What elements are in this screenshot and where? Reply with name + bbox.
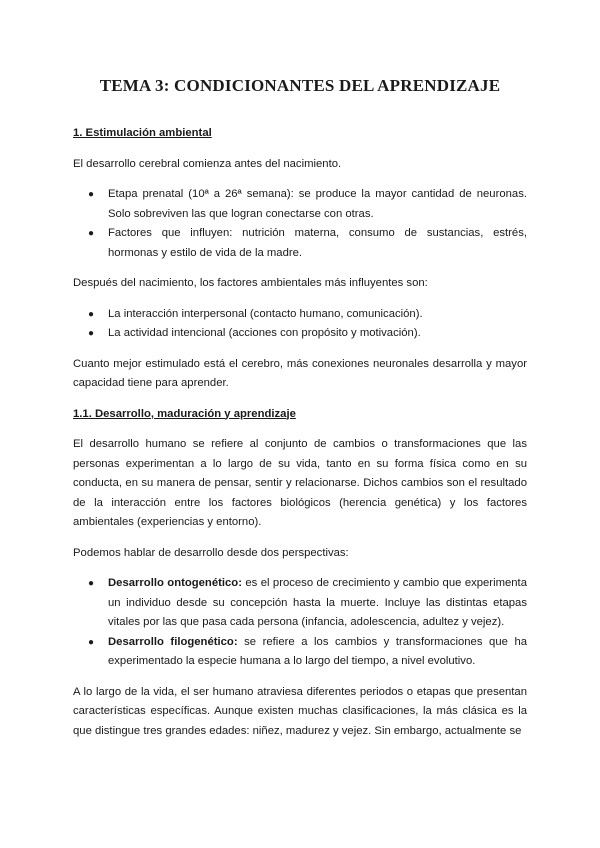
list-item xyxy=(73,305,527,325)
bullet-icon: ● xyxy=(88,228,95,239)
page-title: TEMA 3: CONDICIONANTES DEL APRENDIZAJE xyxy=(99,76,501,95)
bullet-icon: ● xyxy=(88,578,95,589)
paragraph: El desarrollo cerebral comienza antes del nacimiento. xyxy=(73,157,342,170)
term: Desarrollo ontogenético: xyxy=(108,577,242,589)
bullet-list-prenatal xyxy=(73,185,527,263)
bullet-icon: ● xyxy=(88,328,95,339)
paragraph: Cuanto mejor estimulado está el cerebro, más conexiones neuronales desarrolla y mayor capacidad tiene para aprender. xyxy=(73,357,527,389)
paragraph: El desarrollo humano se refiere al conjunto de cambios o transformaciones que las personas experimentan a lo largo de su vida, tanto en su forma física como en su conducta, en su manera de pensar, sentir y relacionarse. Dichos cambios son el resultado de la interacción entre los factores biológicos (herencia genética) y los factores ambientales (experiencias y entorno). xyxy=(73,438,527,528)
list-item xyxy=(73,574,527,633)
document-body xyxy=(73,124,527,752)
bullet-icon: ● xyxy=(88,636,95,648)
section-heading-estimulacion: 1. Estimulación ambiental xyxy=(73,127,212,139)
list-item xyxy=(73,224,527,263)
term-definition: se refiere a los cambios y transformaciones que ha experimentado la especie humana a lo largo del tiempo, a nivel evolutivo. xyxy=(108,635,528,667)
section-heading-desarrollo: 1.1. Desarrollo, maduración y aprendizaje xyxy=(73,407,296,420)
bullet-list-factores xyxy=(73,305,527,344)
list-item xyxy=(73,324,527,344)
list-item xyxy=(73,185,527,224)
list-item-text: La interacción interpersonal (contacto humano, comunicación). xyxy=(108,307,423,320)
list-item-text: Factores que influyen: nutrición materna, consumo de sustancias, estrés, hormonas y estilo de vida de la madre. xyxy=(108,227,527,259)
term: Desarrollo filogenético: xyxy=(108,635,238,648)
bullet-icon: ● xyxy=(88,308,95,320)
list-item xyxy=(73,633,527,672)
list-item-text: La actividad intencional (acciones con propósito y motivación). xyxy=(108,327,421,339)
term-definition: es el proceso de crecimiento y cambio que experimenta un individuo desde su concepción hasta la muerte. Incluye las distintas etapas vitales por las que pasa cada persona (infancia, adolescencia, adultez y vejez). xyxy=(108,577,527,628)
paragraph: A lo largo de la vida, el ser humano atraviesa diferentes periodos o etapas que presentan características específicas. Aunque existen muchas clasificaciones, la más clásica es la que distingue tres grandes edades: niñez, madurez y vejez. Sin embargo, actualmente se xyxy=(73,685,527,737)
bullet-list-perspectivas xyxy=(73,574,527,672)
list-item-text: Etapa prenatal (10ª a 26ª semana): se produce la mayor cantidad de neuronas. Solo sobreviven las que logran conectarse con otras. xyxy=(108,188,527,220)
paragraph: Después del nacimiento, los factores ambientales más influyentes son: xyxy=(73,277,428,289)
paragraph: Podemos hablar de desarrollo desde dos perspectivas: xyxy=(73,546,349,559)
bullet-icon: ● xyxy=(88,189,95,200)
